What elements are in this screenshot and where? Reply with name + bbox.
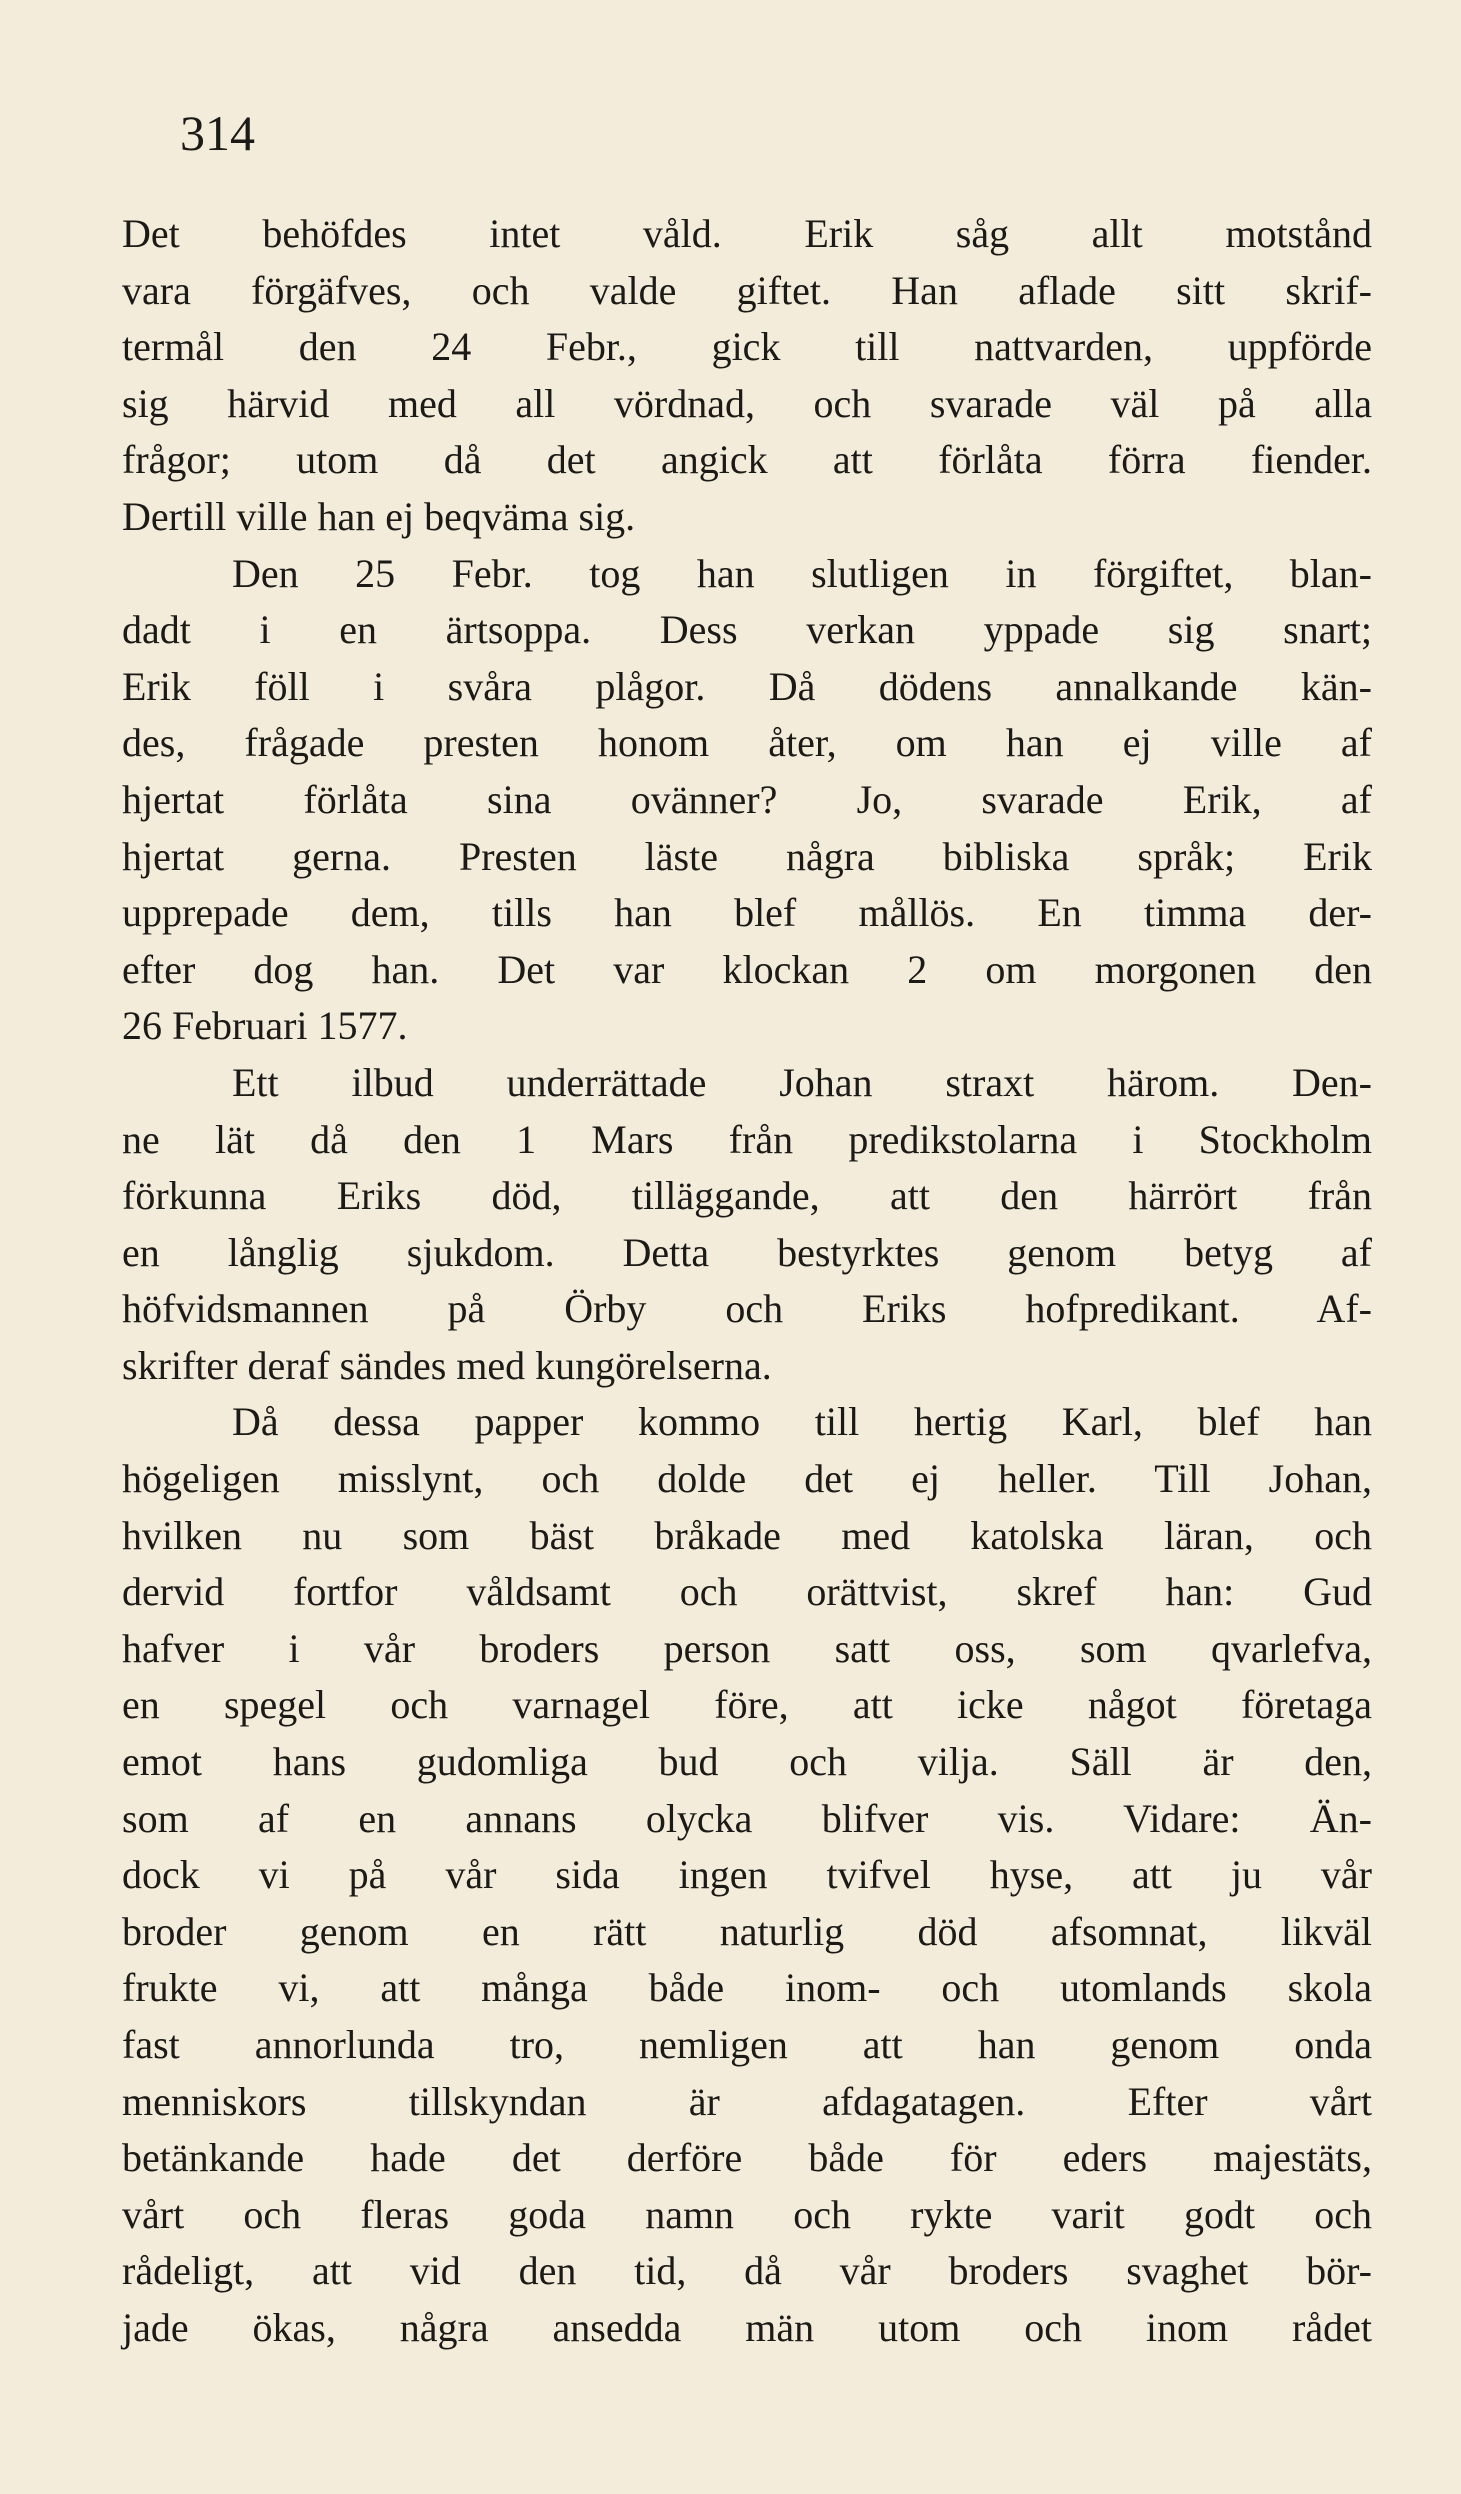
text-line: broder genom en rätt naturlig död afsomnat, likväl — [122, 1908, 1372, 1954]
text-line: som af en annans olycka blifver vis. Vidare: Än- — [122, 1795, 1372, 1841]
text-line: frågor; utom då det angick att förlåta förra fiender. — [122, 437, 1372, 483]
text-line: emot hans gudomliga bud och vilja. Säll är den, — [122, 1739, 1372, 1785]
text-line: ne lät då den 1 Mars från predikstolarna i Stockholm — [122, 1116, 1372, 1162]
text-line: dervid fortfor våldsamt och orättvist, skref han: Gud — [122, 1569, 1372, 1615]
text-line: högeligen misslynt, och dolde det ej heller. Till Johan, — [122, 1456, 1372, 1502]
text-line: 26 Februari 1577. — [122, 1003, 408, 1049]
text-line: dadt i en ärtsoppa. Dess verkan yppade sig snart; — [122, 607, 1372, 653]
body-text — [122, 206, 1372, 2357]
text-line: skrifter deraf sändes med kungörelserna. — [122, 1342, 772, 1388]
text-line: vårt och fleras goda namn och rykte varit godt och — [122, 2191, 1372, 2237]
text-line: Det behöfdes intet våld. Erik såg allt motstånd — [122, 211, 1372, 256]
text-line: upprepade dem, tills han blef mållös. En timma der- — [122, 890, 1372, 936]
text-line: des, frågade presten honom åter, om han ej ville af — [122, 720, 1372, 766]
text-line: dock vi på vår sida ingen tvifvel hyse, att ju vår — [122, 1852, 1372, 1898]
page-number: 314 — [180, 105, 255, 161]
text-line: fast annorlunda tro, nemligen att han genom onda — [122, 2022, 1372, 2067]
text-line: Den 25 Febr. tog han slutligen in förgiftet, blan- — [232, 550, 1372, 596]
text-line: förkunna Eriks död, tilläggande, att den härrört från — [122, 1173, 1372, 1219]
text-line: en spegel och varnagel före, att icke något företaga — [122, 1682, 1372, 1728]
text-line: termål den 24 Febr., gick till nattvarden, uppförde — [122, 324, 1372, 370]
text-line: menniskors tillskyndan är afdagatagen. Efter vårt — [122, 2078, 1372, 2124]
text-line: frukte vi, att många både inom- och utomlands skola — [122, 1965, 1372, 2011]
text-line: Ett ilbud underrättade Johan straxt härom. Den- — [232, 1059, 1372, 1105]
text-line: Då dessa papper kommo till hertig Karl, blef han — [232, 1399, 1372, 1445]
text-line: hafver i vår broders person satt oss, som qvarlefva, — [122, 1625, 1372, 1671]
text-line: jade ökas, några ansedda män utom och inom rådet — [122, 2304, 1372, 2350]
text-line: rådeligt, att vid den tid, då vår broders svaghet bör- — [122, 2248, 1372, 2294]
text-line: hvilken nu som bäst bråkade med katolska läran, och — [122, 1512, 1372, 1558]
text-line: betänkande hade det derföre både för eders majestäts, — [122, 2135, 1372, 2181]
text-line: Erik föll i svåra plågor. Då dödens annalkande kän- — [122, 663, 1372, 709]
text-line: Dertill ville han ej beqväma sig. — [122, 493, 636, 539]
text-line: sig härvid med all vördnad, och svarade väl på alla — [122, 380, 1372, 426]
text-line: en långlig sjukdom. Detta bestyrktes genom betyg af — [122, 1229, 1372, 1275]
text-line: efter dog han. Det var klockan 2 om morgonen den — [122, 946, 1372, 992]
text-line: vara förgäfves, och valde giftet. Han aflade sitt skrif- — [122, 267, 1372, 313]
text-line: hjertat gerna. Presten läste några bibliska språk; Erik — [122, 833, 1372, 879]
text-line: höfvidsmannen på Örby och Eriks hofpredikant. Af- — [122, 1286, 1372, 1332]
text-line: hjertat förlåta sina ovänner? Jo, svarade Erik, af — [122, 776, 1372, 822]
